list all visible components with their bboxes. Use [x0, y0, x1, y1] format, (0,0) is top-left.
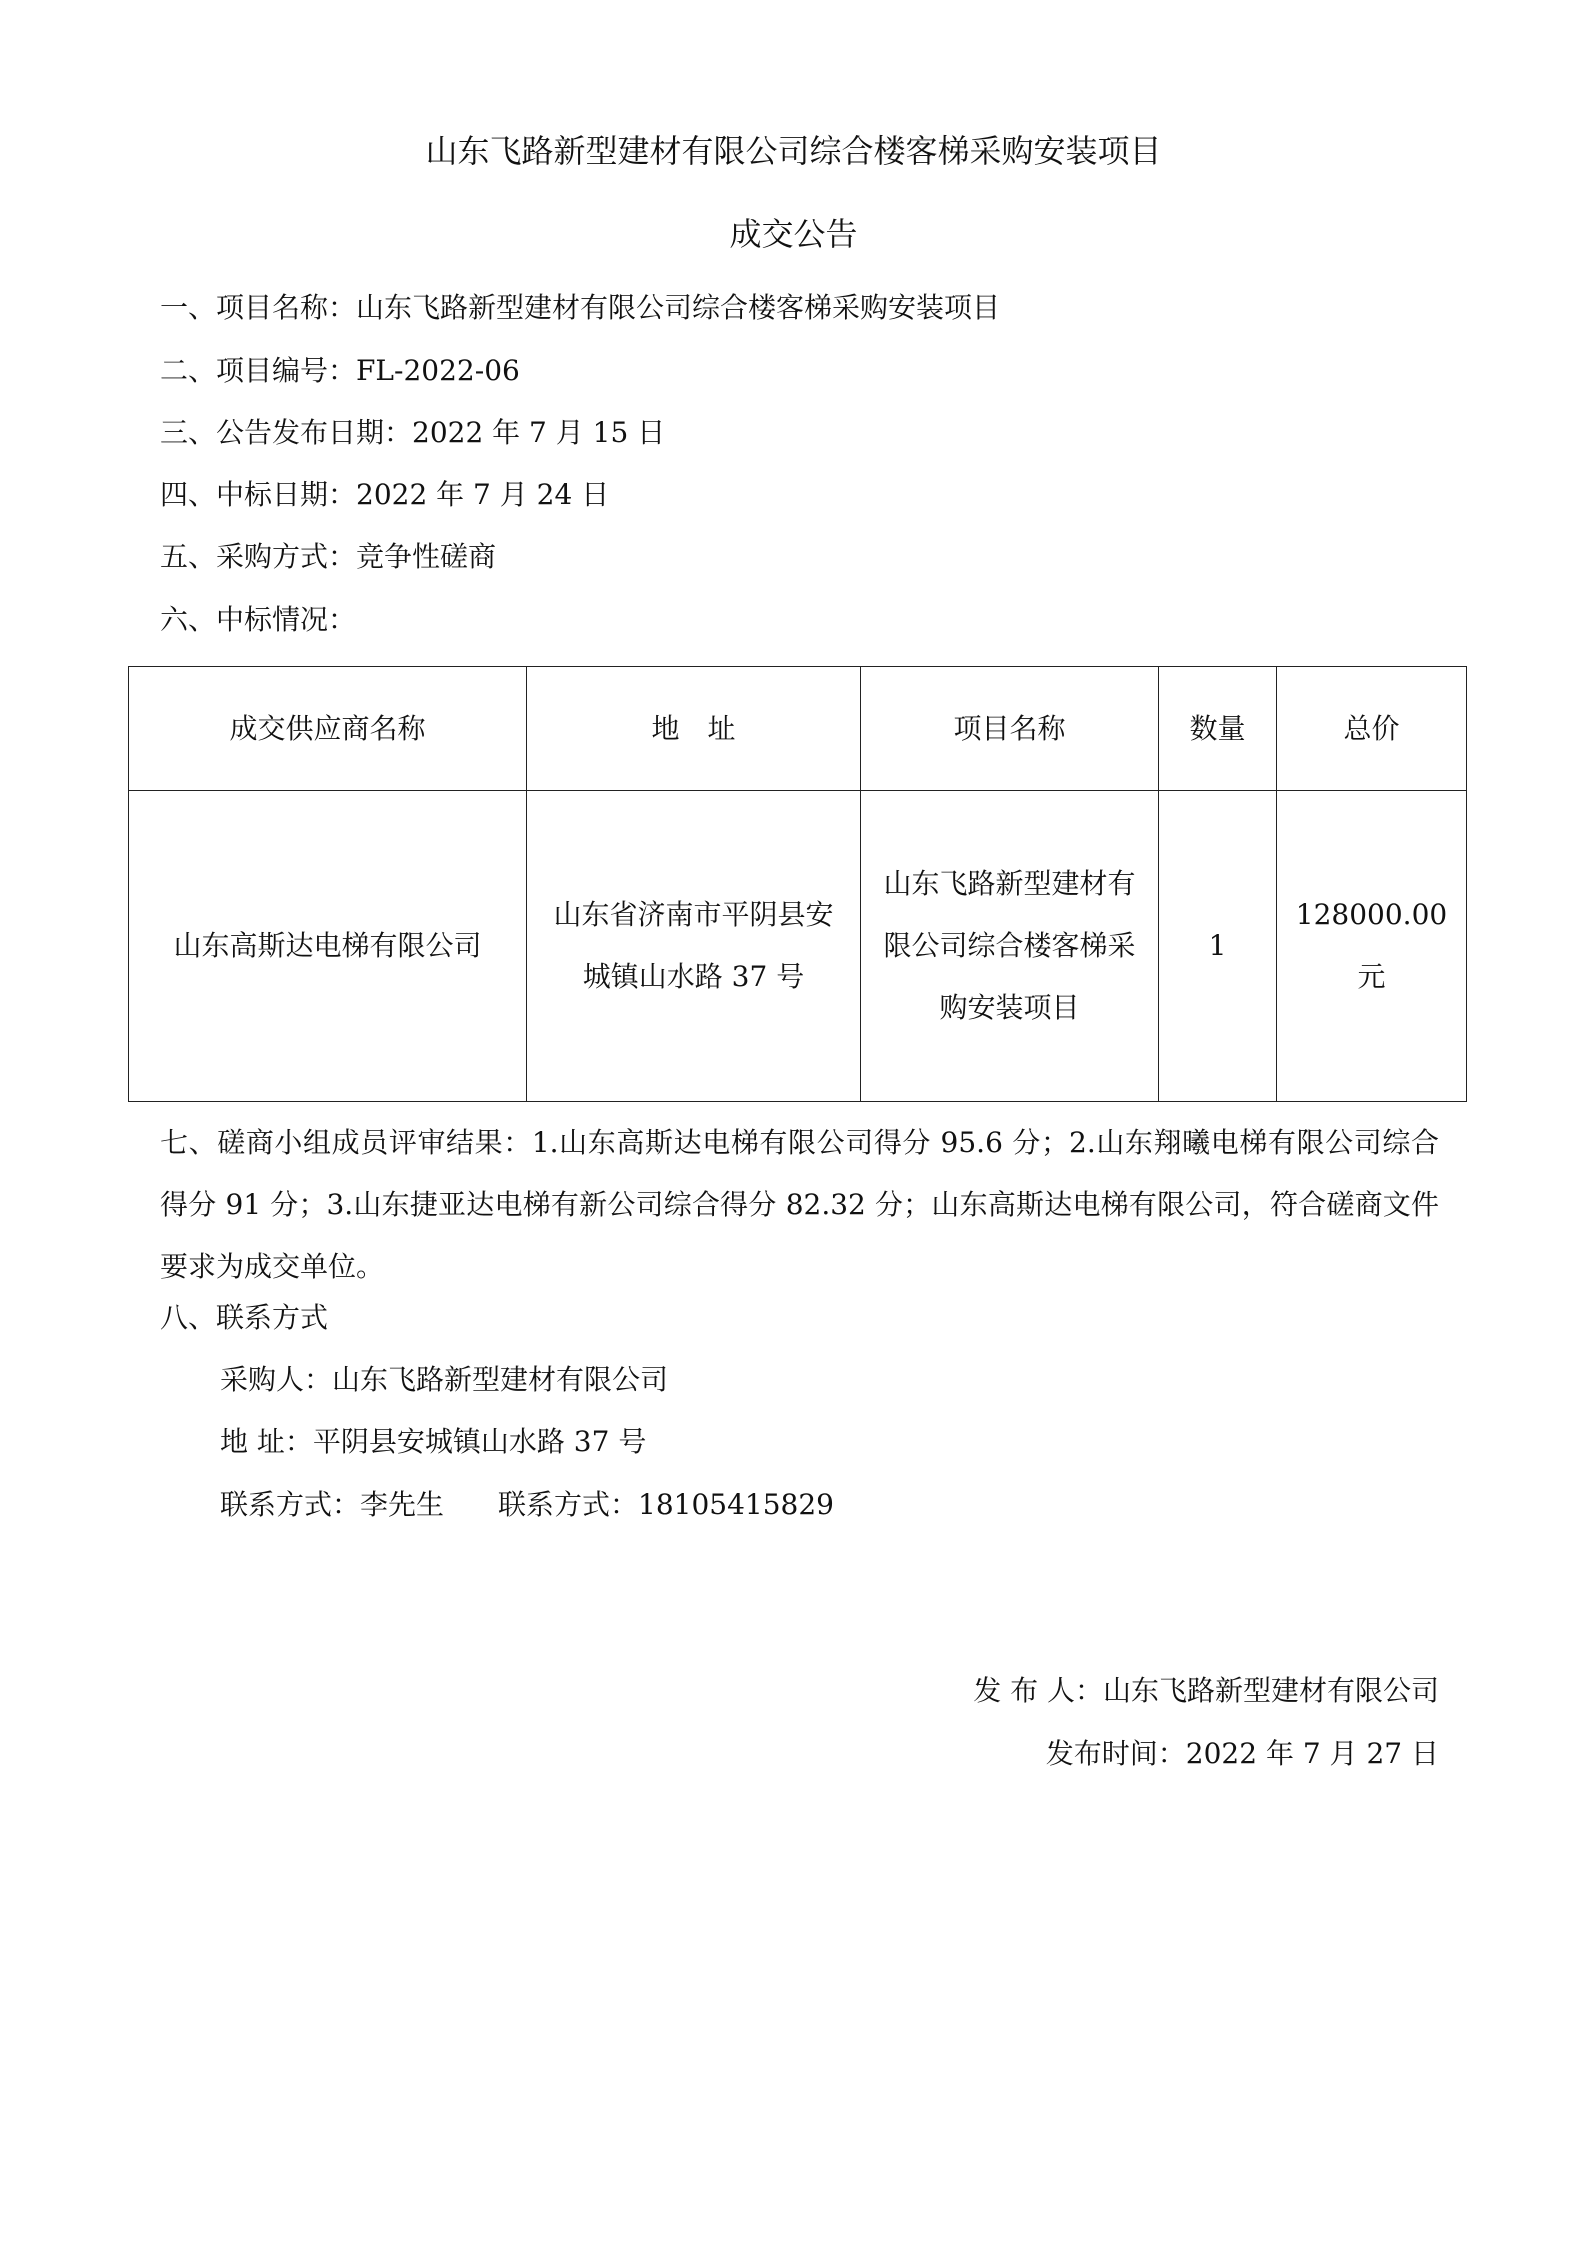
- header-address: 地 址: [527, 667, 861, 791]
- table-header-row: [129, 667, 1467, 791]
- award-result-heading: 六、中标情况：: [160, 603, 357, 636]
- document-subtitle: 成交公告: [729, 215, 858, 253]
- buyer-address-line: 地 址：平阴县安城镇山水路 37 号: [220, 1425, 647, 1458]
- table-row: [129, 791, 1467, 1102]
- cell-project-name: 山东飞路新型建材有限公司综合楼客梯采购安装项目: [861, 791, 1159, 1102]
- evaluation-result-paragraph: 七、磋商小组成员评审结果：1.山东高斯达电梯有限公司得分 95.6 分；2.山东翔曦电梯有限公司综合得分 91 分；3.山东捷亚达电梯有新公司综合得分 82.32 分；山东高斯达电梯有限公司，符合磋商文件要求为成交单位。: [160, 1126, 1439, 1283]
- project-number-line: 二、项目编号：FL-2022-06: [160, 354, 520, 387]
- cell-address: 山东省济南市平阴县安城镇山水路 37 号: [527, 791, 861, 1102]
- publish-date-line: 三、公告发布日期：2022 年 7 月 15 日: [160, 416, 666, 449]
- project-name-line: 一、项目名称：山东飞路新型建材有限公司综合楼客梯采购安装项目: [160, 291, 1001, 324]
- document-title: 山东飞路新型建材有限公司综合楼客梯采购安装项目: [425, 132, 1162, 170]
- cell-quantity: 1: [1159, 791, 1277, 1102]
- issue-date-line: 发布时间：2022 年 7 月 27 日: [1045, 1737, 1439, 1770]
- contact-phone: 联系方式：18105415829: [498, 1488, 834, 1521]
- buyer-line: 采购人：山东飞路新型建材有限公司: [220, 1363, 669, 1396]
- procurement-method-line: 五、采购方式：竞争性磋商: [160, 540, 497, 573]
- header-supplier-name: 成交供应商名称: [129, 667, 527, 791]
- cell-supplier-name: 山东高斯达电梯有限公司: [129, 791, 527, 1102]
- header-quantity: 数量: [1159, 667, 1277, 791]
- cell-total-price: 128000.00元: [1277, 791, 1467, 1102]
- header-project-name: 项目名称: [861, 667, 1159, 791]
- award-table: [128, 666, 1467, 1102]
- issuer-line: 发 布 人：山东飞路新型建材有限公司: [973, 1674, 1439, 1707]
- header-total-price: 总价: [1277, 667, 1467, 791]
- contact-line: [220, 1487, 834, 1523]
- contact-person: 联系方式：李先生: [220, 1488, 445, 1521]
- award-date-line: 四、中标日期：2022 年 7 月 24 日: [160, 478, 610, 511]
- contact-heading: 八、联系方式: [160, 1301, 329, 1334]
